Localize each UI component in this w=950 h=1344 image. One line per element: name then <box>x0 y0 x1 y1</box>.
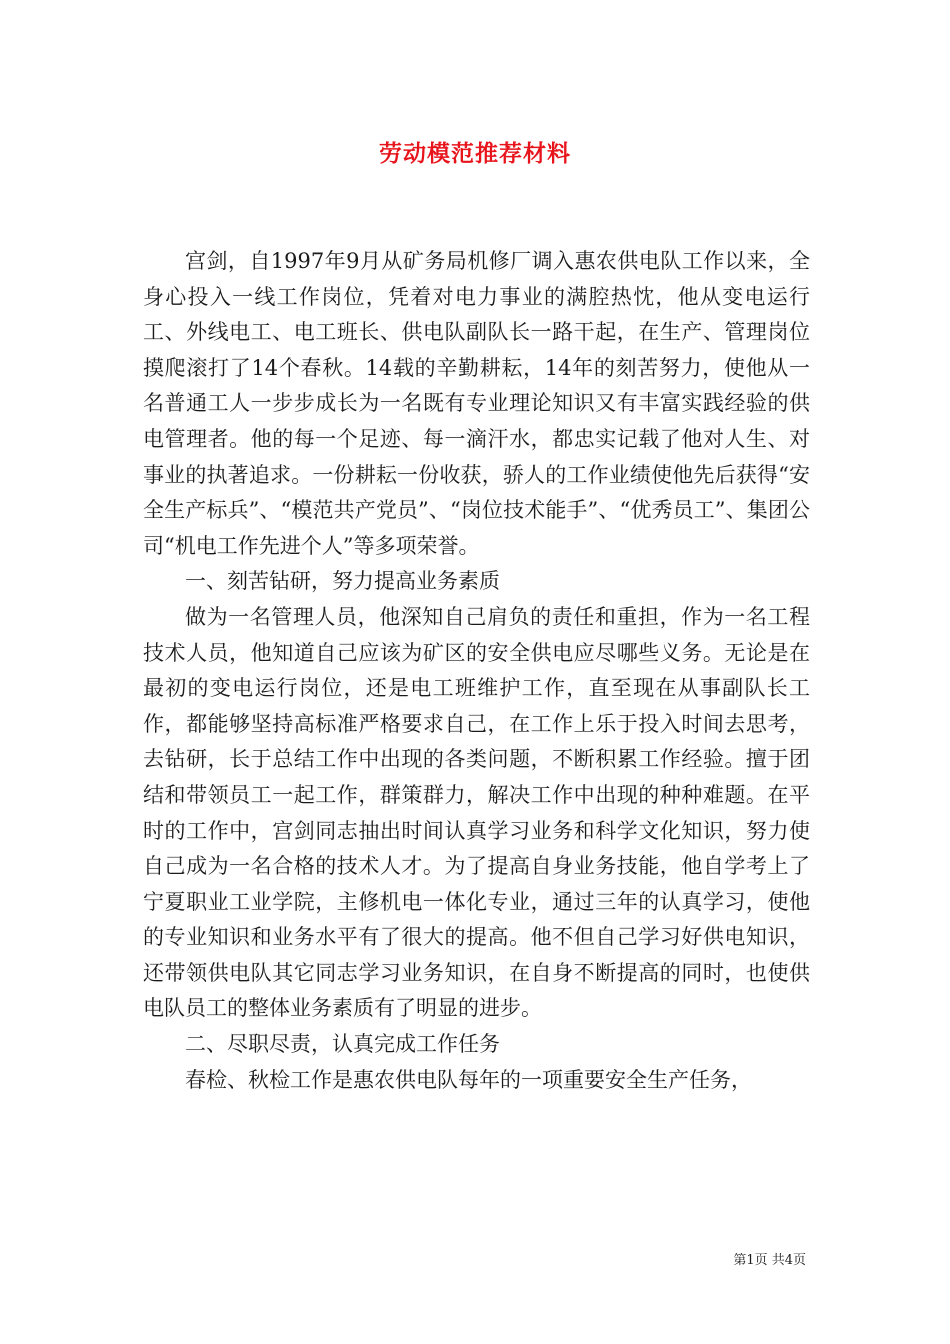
document-body <box>143 244 810 1098</box>
paragraph-section-1: 做为一名管理人员，他深知自己肩负的责任和重担，作为一名工程技术人员，他知道自己应该为矿区的安全供电应尽哪些义务。无论是在最初的变电运行岗位，还是电工班维护工作，直至现在从事副队长工作，都能够坚持高标准严格要求自己，在工作上乐于投入时间去思考，去钻研，长于总结工作中出现的各类问题，不断积累工作经验。擅于团结和带领员工一起工作，群策群力，解决工作中出现的种种难题。在平时的工作中，宫剑同志抽出时间认真学习业务和科学文化知识，努力使自己成为一名合格的技术人才。为了提高自身业务技能，他自学考上了宁夏职业工业学院，主修机电一体化专业，通过三年的认真学习，使他的专业知识和业务水平有了很大的提高。他不但自己学习好供电知识，还带领供电队其它同志学习业务知识，在自身不断提高的同时，也使供电队员工的整体业务素质有了明显的进步。 <box>143 604 810 1021</box>
section-heading-1: 一、刻苦钻研，努力提高业务素质 <box>185 569 500 594</box>
paragraph-section-2: 春检、秋检工作是惠农供电队每年的一项重要安全生产任务， <box>185 1067 752 1092</box>
document-title: 劳动模范推荐材料 <box>379 140 571 167</box>
page-number: 第1页 共4页 <box>733 1253 806 1268</box>
paragraph-intro: 宫剑，自1997年9月从矿务局机修厂调入惠农供电队工作以来，全身心投入一线工作岗位，凭着对电力事业的满腔热忱，他从变电运行工、外线电工、电工班长、供电队副队长一路干起，在生产、管理岗位摸爬滚打了14个春秋。14载的辛勤耕耘，14年的刻苦努力，使他从一名普通工人一步步成长为一名既有专业理论知识又有丰富实践经验的供电管理者。他的每一个足迹、每一滴汗水，都忠实记载了他对人生、对事业的执著追求。一份耕耘一份收获，骄人的工作业绩使他先后获得“安全生产标兵”、“模范共产党员”、“岗位技术能手”、“优秀员工”、集团公司“机电工作先进个人”等多项荣誉。 <box>143 249 810 558</box>
section-heading-2: 二、尽职尽责，认真完成工作任务 <box>185 1032 500 1057</box>
